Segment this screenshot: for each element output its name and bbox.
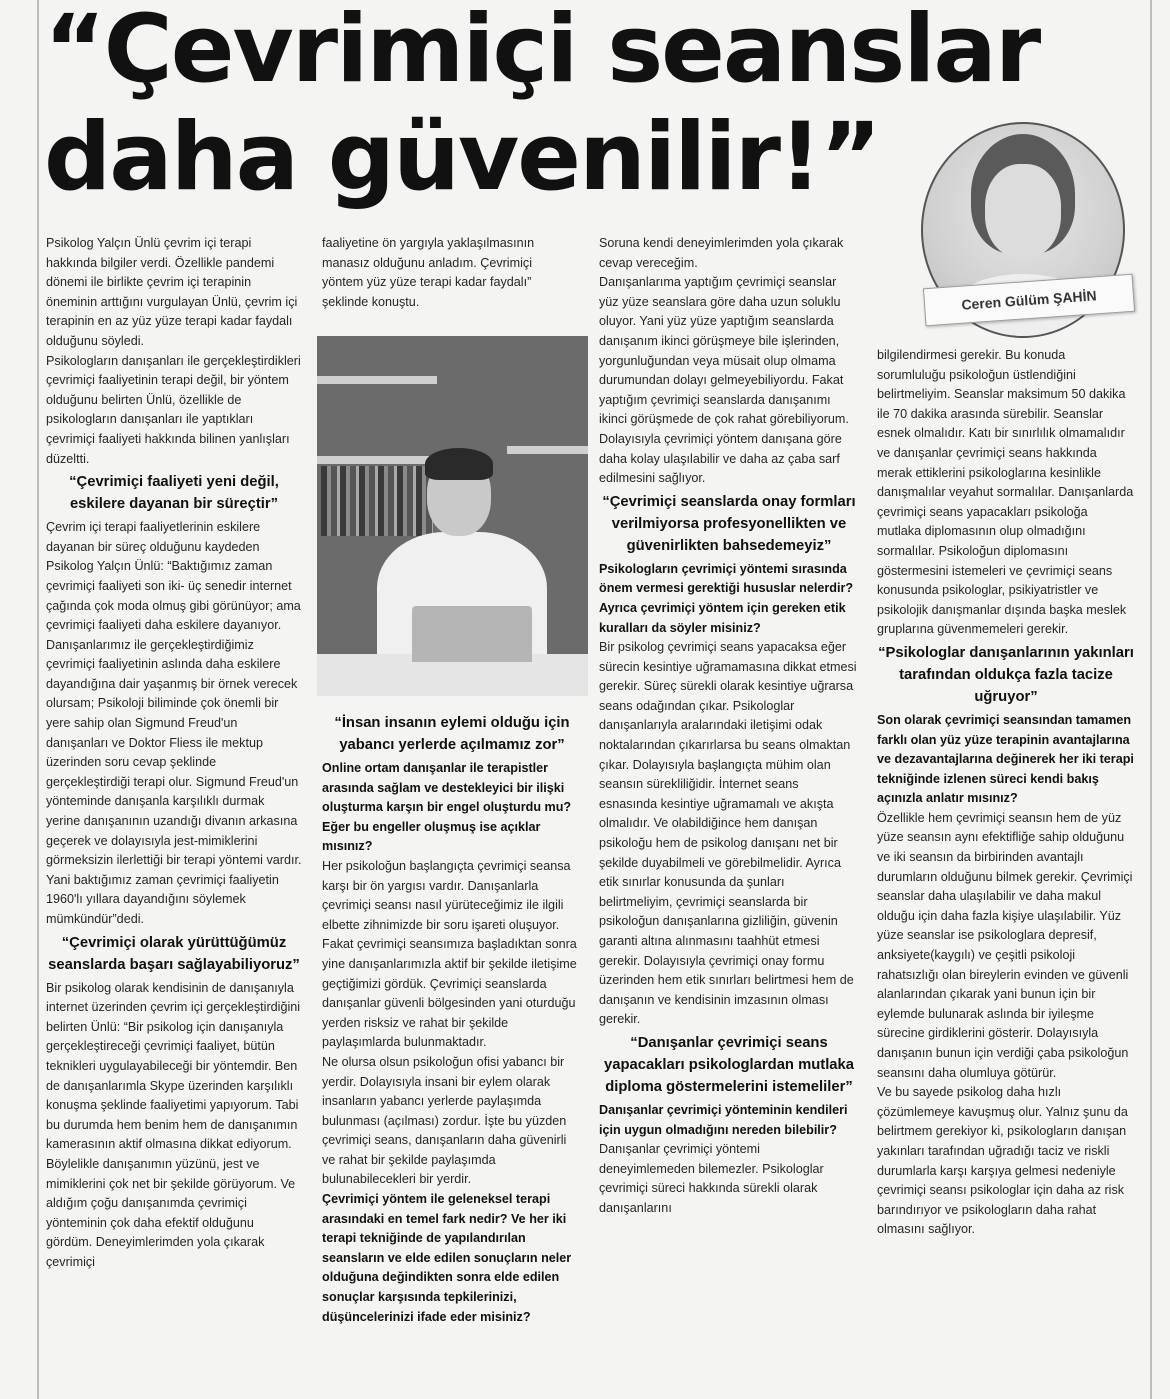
paragraph: Danışanlar çevrimiçi yöntemi deneyimlemeden bilemezler. Psikologlar çevrimiçi süreci hakkında sürekli olarak danışanlarını: [599, 1142, 824, 1215]
article-column-1: [46, 234, 302, 1273]
article-column-2-top: [322, 234, 569, 312]
subheading: “İnsan insanın eylemi olduğu için yabancı yerlerde açılmamız zor”: [334, 715, 570, 753]
author-name: Ceren Gülüm ŞAHİN: [960, 287, 1098, 313]
article-column-2-bottom: [322, 710, 582, 1327]
paragraph: Özellikle hem çevrimiçi seansın hem de yüz yüze seansın aynı efektifliğe sahip olduğunu ve iki seansın da birbirinden avantajlı durumların olduğunu bilmek gerekir. Çevrimiçi seanslar daha ulaşılabilir ve daha makul olduğu için daha fazla kişiye ulaşılabilir. Yüz yüze seanslar ise psikologlara depresif, anksiyete(kaygılı) ve çeşitli psikoloji rahatsızlığı olan bireylerin evinden ve güvenli alanlarından çıkarak yani bunun için bir eylemde bulunarak aslında bir iyileşme sürecine girdiklerini gösterir. Dolayısıyla danışanın bunun için verdiği çaba psikoloğun seansını daha olumluya götürür.: [877, 810, 1133, 1080]
paragraph: Çevrim içi terapi faaliyetlerinin eskilere dayanan bir süreç olduğunu kaydeden Psikolog Yalçın Ünlü: “Baktığımız zaman çevrimiçi faaliyeti son iki- üç senedir internet çağında çok moda olmuş gibi görünüyor; ama çevrimiçi faaliyeti daha eskilere dayanıyor. Danışanlarımız ile gerçekleştirdiğimiz çevrimiçi faaliyetinin aslında daha eskilere dayandığına dair yaşanmış bir örnek verecek olursam; Psikoloji biliminde çok önemli bir yere sahip olan Sigmund Freud'un danışanları ve Doktor Fliess ile mektup üzerinden soru cevap şeklinde gerçekleştirdiği terapi olur. Sigmund Freud'un yönteminde danışanla karşılıklı durmak yerine danışanının uzandığı divanın arkasına geçerek ve dolayısıyla jest-mimiklerini görmeksizin ilerlettiği bir terapi yöntemi vardır. Yani baktığımız zaman çevrimiçi faaliyetin 1960'lı yıllara dayandığını söylemek mümkündür”dedi.: [46, 520, 302, 926]
subheading: “Çevrimiçi faaliyeti yeni değil, eskilere dayanan bir süreçtir”: [69, 474, 279, 513]
paragraph: Her psikoloğun başlangıçta çevrimiçi seansa karşı bir ön yargısı vardır. Danışanlarla çevrimiçi seansı nasıl yürüteceğimiz ile ilgili elbette zihnimizde bir soru işareti oluşuyor. Fakat çevrimiçi seansımıza başladıktan sonra yine danışanlarımızla aktif bir şekilde iletişime geçtiğimizi gördük. Çevrimiçi seanslarda danışanlar güvenli bölgesinden yani oturduğu yerden risksiz ve rahat bir şekilde paylaşımlarda bulunmaktadır.: [322, 858, 577, 1050]
paragraph: Soruna kendi deneyimlerimden yola çıkarak cevap vereceğim.: [599, 236, 844, 270]
article-column-4: [877, 346, 1135, 1240]
question: Psikologların çevrimiçi yöntemi sırasında önem vermesi gerektiği hususlar nelerdir? Ayrıca çevrimiçi yöntem için gereken etik kuralları da söyler misiniz?: [599, 561, 854, 635]
paragraph: Bir psikolog olarak kendisinin de danışanıyla internet üzerinden çevrim içi gerçekleştirdiğini belirten Ünlü: “Bir psikolog için danışanıyla gerçekleştireceği çevrimiçi faaliyet, bütün teknikleri uygulayabileceği bir yöntemdir. Ben de danışanlarımla Skype üzerinden karşılıklı konuşma şeklinde faaliyetimi yapıyorum. Tabi bu durumda hem benim hem de danışanımın kamerasının aktif olmasına dikkat ediyorum. Böylelikle danışanımın yüzünü, jest ve mimiklerini çok net bir şekilde görüyorum. Ve aldığım çoğu danışanımda çevrimiçi yönteminin çok daha efektif olduğunu gördüm. Deneyimlerimden yola çıkarak çevrimiçi: [46, 980, 301, 1269]
headline: “Çevrimiçi seanslar daha güvenilir!”: [44, 0, 1040, 212]
subheading: “Danışanlar çevrimiçi seans yapacakları psikologlardan mutlaka diploma göstermelerini istemeliler”: [603, 1034, 854, 1095]
question: Çevrimiçi yöntem ile geleneksel terapi arasındaki en temel fark nedir? Ve her iki terapi tekniğinde de yapılandırılan seansların ve elde edilen sonuçların neler olduğuna değindikten sonra elde edilen sonuçlar karşısında tepkilerinizi, düşüncelerinizi ifade eder misiniz?: [322, 1192, 572, 1324]
paragraph: Psikolog Yalçın Ünlü çevrim içi terapi hakkında bilgiler verdi. Özellikle pandemi dönemi ile birlikte çevrim içi terapinin öneminin arttığını vurgulayan Ünlü, çevrim içi terapinin en az yüz yüze terapi kadar faydalı olduğunu söyledi.: [46, 236, 298, 348]
paragraph: Bir psikolog çevrimiçi seans yapacaksa eğer sürecin kesintiye uğramamasına dikkat etmesi gerekir. Süreç sürekli olarak kesintiye uğrarsa seans odağından çıkar. Psikologlar danışanlarıyla aralarındaki iletişimi odak noktalarından çıkarırlarsa bu seans olmaktan çıkar. Dolayısıyla başlangıçta mühim olan seansın sürekliliğidir. İnternet seans esnasında kesintiye uğramamalı ve akışta olmalıdır. Ve olabildiğince hem danışan psikoloğu hem de psikolog danışanı net bir şekilde duyabilmeli ve görebilmelidir. Ayrıca etik sınırlar konusunda da şunları belirtmeliyim, çevrimiçi seanslarda bir psikoloğun danışanlarına gizliliğin, güvenin garanti altına alınmasını taahhüt etmesi gerekir. Dolayısıyla çevrimiçi onay formu üzerinden hem etik sınırları belirtmesi hem de danışanın ve kendisinin imzasının olması gerekir.: [599, 640, 857, 1027]
paragraph: bilgilendirmesi gerekir. Bu konuda sorumluluğu psikoloğun üstlendiğini belirtmeliyim. Seanslar maksimum 50 dakika ile 70 dakika arasında sürebilir. Seanslar esnek olmalıdır. Katı bir sınırlılık olmamalıdır ve danışanlar çevrimiçi seans hakkında merak ettiklerini psikologlarına kesinlikle danışmalılar veyahut sormalılar. Danışanlarda çevrimiçi seans yapacakları psikoloğa mutlaka diplomasının olup olmadığını sormalılar. Psikoloğun diplomasını göstermesini istemeleri ve çevrimiçi seans konusunda psikologlar, psikiyatristler ve psikolojik danışmanlar dışında başka meslek gruplarına güvenmemeleri gerekir.: [877, 348, 1134, 637]
paragraph: Ve bu sayede psikolog daha hızlı çözümlemeye kavuşmuş olur. Yalnız şunu da belirtmem gerekiyor ki, psikologların danışan yakınları tarafından uğradığı taciz ve riskli durumlarla karşı karşıya gelmesi nedeniyle çevrimiçi seansı psikologlar için daha az risk barındırıyor ve psikologların daha rahat olmasını sağlıyor.: [877, 1085, 1128, 1237]
interviewee-photo: [317, 336, 588, 696]
paragraph: Psikologların danışanları ile gerçekleştirdikleri çevrimiçi faaliyetinin terapi değil, bir yöntem olduğunu belirten Ünlü, özellikle de psikologların danışanları ile yaptıkları çevrimiçi faaliyeti hakkında bilinen yanlışları düzeltti.: [46, 353, 301, 466]
question: Online ortam danışanlar ile terapistler arasında sağlam ve destekleyici bir ilişki oluşturma karşın bir engel oluşturdu mu? Eğer bu engeller oluşmuş ise açıklar mısınız?: [322, 761, 572, 854]
paragraph: Ne olursa olsun psikoloğun ofisi yabancı bir yerdir. Dolayısıyla insani bir eylem olarak insanların yabancı yerlerde paylaşımda bulunması (açılması) zordur. İşte bu yüzden çevrimiçi seans, danışanların daha güvenirli ve rahat bir şekilde paylaşımda bulunabilecekleri bir yerdir.: [322, 1054, 567, 1187]
subheading: “Çevrimiçi seanslarda onay formları verilmiyorsa profesyonellikten ve güvenirlikten bahsedemeyiz”: [602, 493, 856, 554]
subheading: “Çevrimiçi olarak yürüttüğümüz seanslarda başarı sağlayabiliyoruz”: [48, 934, 300, 973]
article-column-3: [599, 234, 859, 1219]
question: Danışanlar çevrimiçi yönteminin kendileri için uygun olmadığını nereden bilebilir?: [599, 1102, 848, 1137]
question: Son olarak çevrimiçi seansından tamamen farklı olan yüz yüze terapinin avantajlarına ve dezavantajlarına değinerek her iki terapi tekniğinde izlenen süreci kendi bakış açınızla anlatır mısınız?: [877, 712, 1134, 806]
paragraph: Danışanlarıma yaptığım çevrimiçi seanslar yüz yüze seanslara göre daha uzun soluklu oluyor. Yani yüz yüze yaptığım seanslarda danışanım ikinci görüşmeye bile işlerinden, yorgunluğundan veya müsait olup olmama durumundan dolayı gelmeyebiliyordu. Fakat yaptığım çevrimiçi seanslarda danışanımı ikinci görüşmede de çok rahat görebiliyorum. Dolayısıyla çevrimiçi yöntem danışana göre daha kolay ulaşılabilir ve daha az çaba sarf edilmesini sağlıyor.: [599, 275, 849, 486]
paragraph: faaliyetine ön yargıyla yaklaşılmasının manasız olduğunu anladım. Çevrimiçi yöntem yüz yüze terapi kadar faydalı” şeklinde konuştu.: [322, 236, 535, 309]
page-border-left: [37, 0, 39, 1399]
subheading: “Psikologlar danışanlarının yakınları tarafından oldukça fazla tacize uğruyor”: [878, 644, 1134, 705]
